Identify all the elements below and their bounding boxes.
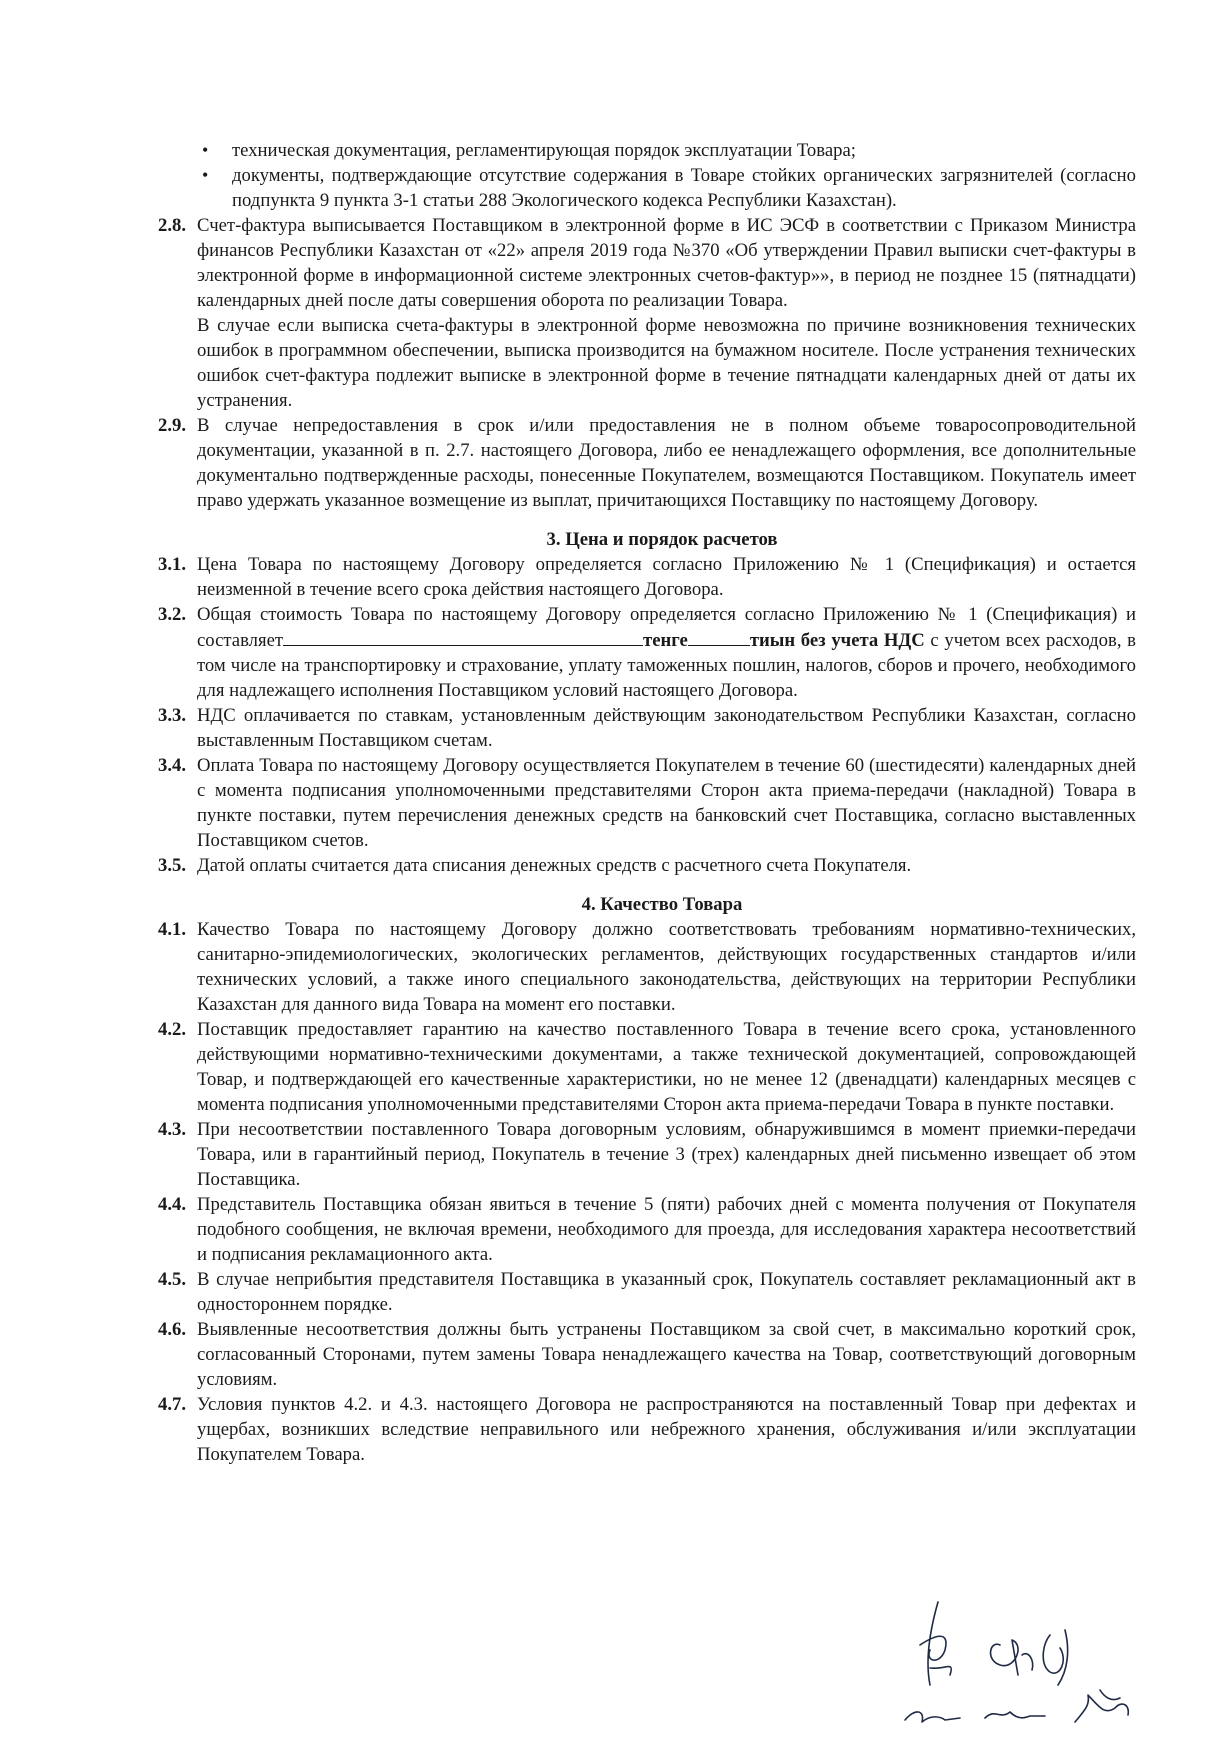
clause-text: Датой оплаты считается дата списания денежных средств с расчетного счета Покупателя.: [197, 855, 912, 876]
clause-number: 2.9.: [158, 415, 187, 436]
clause-number: 3.5.: [158, 855, 187, 876]
clause-number: 4.6.: [158, 1319, 187, 1340]
clause-4-4: [158, 1192, 1136, 1267]
clause-3-5: [158, 853, 1136, 878]
clause-4-5: [158, 1267, 1136, 1317]
clause-4-6: [158, 1317, 1136, 1392]
clause-text: Качество Товара по настоящему Договору должно соответствовать требованиям нормативно-технических, санитарно-эпидемиологических, экологических регламентов, действующих государственных стандартов и/или технических условий, а также иного специального законодательства, действующих на территории Республики Казахстан для данного вида Товара на момент его поставки.: [197, 919, 1136, 1015]
signature-icon: [900, 1590, 1200, 1740]
clause-3-4: [158, 753, 1136, 853]
clause-number: 4.7.: [158, 1394, 187, 1415]
currency-tiyn-vat: тиын без учета НДС: [749, 630, 925, 651]
clause-text: Поставщик предоставляет гарантию на качество поставленного Товара в течение всего срока, установленного действующими нормативно-техническими документами, а также технической документацией, сопровождающей Товар, и подтверждающей его качественные характеристики, но не менее 12 (двенадцати) календарных месяцев с момента подписания уполномоченными представителями Сторон акта приема-передачи Товара в пункте поставки.: [197, 1019, 1136, 1115]
clause-3-1: [158, 552, 1136, 602]
clause-text: Цена Товара по настоящему Договору определяется согласно Приложению № 1 (Спецификация) и остается неизменной в течение всего срока действия настоящего Договора.: [197, 554, 1136, 600]
clause-text: Счет-фактура выписывается Поставщиком в электронной форме в ИС ЭСФ в соответствии с Приказом Министра финансов Республики Казахстан от «22» апреля 2019 года №370 «Об утверждении Правил выписки счет-фактуры в электронной форме в информационной системе электронных счетов-фактур»», в период не позднее 15 (пятнадцати) календарных дней после даты совершения оборота по реализации Товара.: [197, 215, 1136, 311]
clause-text: В случае если выписка счета-фактуры в электронной форме невозможна по причине возникновения технических ошибок в программном обеспечении, выписка производится на бумажном носителе. После устранения технических ошибок счет-фактура подлежит выписке в электронной форме в течение пятнадцати календарных дней от даты их устранения.: [197, 315, 1136, 411]
clause-text: В случае непредоставления в срок и/или предоставления не в полном объеме товаросопроводительной документации, указанной в п. 2.7. настоящего Договора, либо ее ненадлежащего оформления, все дополнительные документально подтвержденные расходы, понесенные Покупателем, возмещаются Поставщиком. Покупатель имеет право удержать указанное возмещение из выплат, причитающихся Поставщику по настоящему Договору.: [197, 415, 1136, 511]
clause-2-8: [158, 213, 1136, 413]
list-item: • техническая документация, регламентирующая порядок эксплуатации Товара;: [158, 138, 1136, 163]
currency-tenge: тенге: [643, 630, 688, 651]
clause-number: 4.1.: [158, 919, 187, 940]
clause-4-3: [158, 1117, 1136, 1192]
clause-text-part: Общая стоимость Товара по настоящему Договору определяется согласно Приложению № 1 (Спецификация) и составляет: [197, 604, 1136, 651]
clause-number: 4.3.: [158, 1119, 187, 1140]
clause-text: Оплата Товара по настоящему Договору осуществляется Покупателем в течение 60 (шестидесяти) календарных дней с момента подписания уполномоченными представителями Сторон акта приема-передачи (накладной) Товара в пункте поставки, путем перечисления денежных средств на банковский счет Поставщика, согласно выставленных Поставщиком счетов.: [197, 755, 1136, 851]
clause-text: Условия пунктов 4.2. и 4.3. настоящего Договора не распространяются на поставленный Товар при дефектах и ущербах, возникших вследствие неправильного или небрежного хранения, обслуживания и/или эксплуатации Покупателем Товара.: [197, 1394, 1136, 1465]
documents-list: [158, 138, 1136, 213]
list-item: • документы, подтверждающие отсутствие содержания в Товаре стойких органических загрязнителей (согласно подпункта 9 пункта 3-1 статьи 288 Экологического кодекса Республики Казахстан).: [158, 163, 1136, 213]
clause-4-2: [158, 1017, 1136, 1117]
clause-number: 2.8.: [158, 215, 187, 236]
section-title-price: 3. Цена и порядок расчетов: [546, 529, 778, 550]
clause-text: НДС оплачивается по ставкам, установленным действующим законодательством Республики Казахстан, согласно выставленным Поставщиком счетам.: [197, 705, 1136, 751]
amount-blank-field: [283, 627, 643, 646]
section-title-quality: 4. Качество Товара: [581, 894, 743, 915]
clause-number: 3.3.: [158, 705, 187, 726]
clause-text-part: с учетом всех расходов, в том числе на транспортировку и страхование, уплату таможенных пошлин, налогов, сборов и прочего, необходимого для надлежащего исполнения Поставщиком условий настоящего Договора.: [197, 630, 1136, 701]
clause-4-7: [158, 1392, 1136, 1467]
clause-number: 4.4.: [158, 1194, 187, 1215]
clause-text: Представитель Поставщика обязан явиться в течение 5 (пяти) рабочих дней с момента получения от Покупателя подобного сообщения, не включая времени, необходимого для проезда, для исследования характера несоответствий и подписания рекламационного акта.: [197, 1194, 1136, 1265]
clause-4-1: [158, 917, 1136, 1017]
clause-text: [197, 602, 1136, 703]
tiyn-blank-field: [688, 627, 750, 646]
clause-number: 4.5.: [158, 1269, 187, 1290]
clause-3-3: [158, 703, 1136, 753]
clause-text: Выявленные несоответствия должны быть устранены Поставщиком за свой счет, в максимально короткий срок, согласованный Сторонами, путем замены Товара ненадлежащего качества на Товар, соответствующий договорным условиям.: [197, 1319, 1136, 1390]
clause-number: 4.2.: [158, 1019, 187, 1040]
clause-text: При несоответствии поставленного Товара договорным условиям, обнаружившимся в момент приемки-передачи Товара, или в гарантийный период, Покупатель в течение 3 (трех) календарных дней письменно извещает об этом Поставщика.: [197, 1119, 1136, 1190]
handwritten-signatures: [900, 1590, 1200, 1740]
clause-number: 3.1.: [158, 554, 187, 575]
clause-number: 3.2.: [158, 604, 187, 625]
clause-number: 3.4.: [158, 755, 187, 776]
clause-text: В случае неприбытия представителя Поставщика в указанный срок, Покупатель составляет рекламационный акт в одностороннем порядке.: [197, 1269, 1136, 1315]
clause-2-9: [158, 413, 1136, 513]
clause-3-2: [158, 602, 1136, 703]
